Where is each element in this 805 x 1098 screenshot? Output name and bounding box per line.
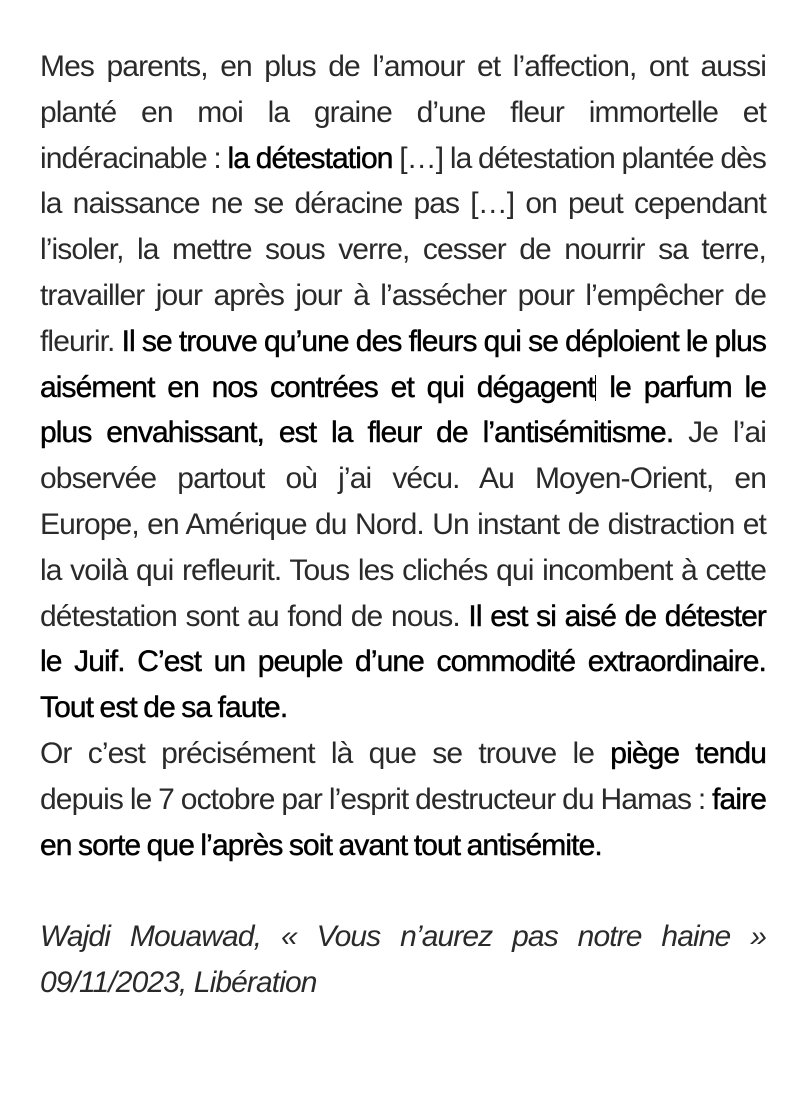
text-run: Mes parents, en plus de l’amour et l’affection, ont aussi planté en moi la graine d’une fleur immortelle et indéracinable :	[40, 50, 766, 175]
citation	[40, 914, 766, 1006]
text-run: Or c’est précisément là que se trouve le	[40, 736, 611, 770]
emphasis-run: la détestation	[227, 141, 393, 175]
emphasis-run: Il est si aisé de détester le Juif. C’est un peuple d’une commodité extraordinaire. Tout est de sa faute.	[40, 599, 766, 725]
emphasis-run: piège tendu	[610, 736, 766, 770]
text-run: depuis le 7 octobre par l’esprit destructeur du Hamas :	[40, 782, 713, 816]
emphasis-run: le parfum le plus envahissant, est la fleur de l’antisémitisme.	[40, 370, 766, 450]
text-cursor	[595, 375, 596, 401]
document-page	[40, 44, 766, 1006]
text-run: Je l’ai observée partout où j’ai vécu. Au Moyen-Orient, en Europe, en Amérique du Nord. Un instant de distraction et la voilà qui refleurit. Tous les clichés qui incombent à cette détestation sont au fond de nous.	[40, 416, 766, 633]
emphasis-run: Il se trouve qu’une des fleurs qui se déploient le plus aisément en nos contrées et qui dégagent	[40, 324, 766, 404]
text-run: […] la détestation plantée dès la naissance ne se déracine pas […] on peut cependant l’isoler, la mettre sous verre, cesser de nourrir sa terre, travailler jour après jour à l’assécher pour l’empêcher de fleurir.	[40, 141, 766, 358]
emphasis-run: faire en sorte que l’après soit avant tout antisémite.	[40, 782, 766, 862]
citation-author-title: Wajdi Mouawad, « Vous n’aurez pas notre haine »	[40, 920, 766, 954]
quote-paragraph-1	[40, 44, 766, 731]
quote-paragraph-2	[40, 731, 766, 868]
citation-date-source: 09/11/2023, Libération	[40, 966, 317, 1000]
